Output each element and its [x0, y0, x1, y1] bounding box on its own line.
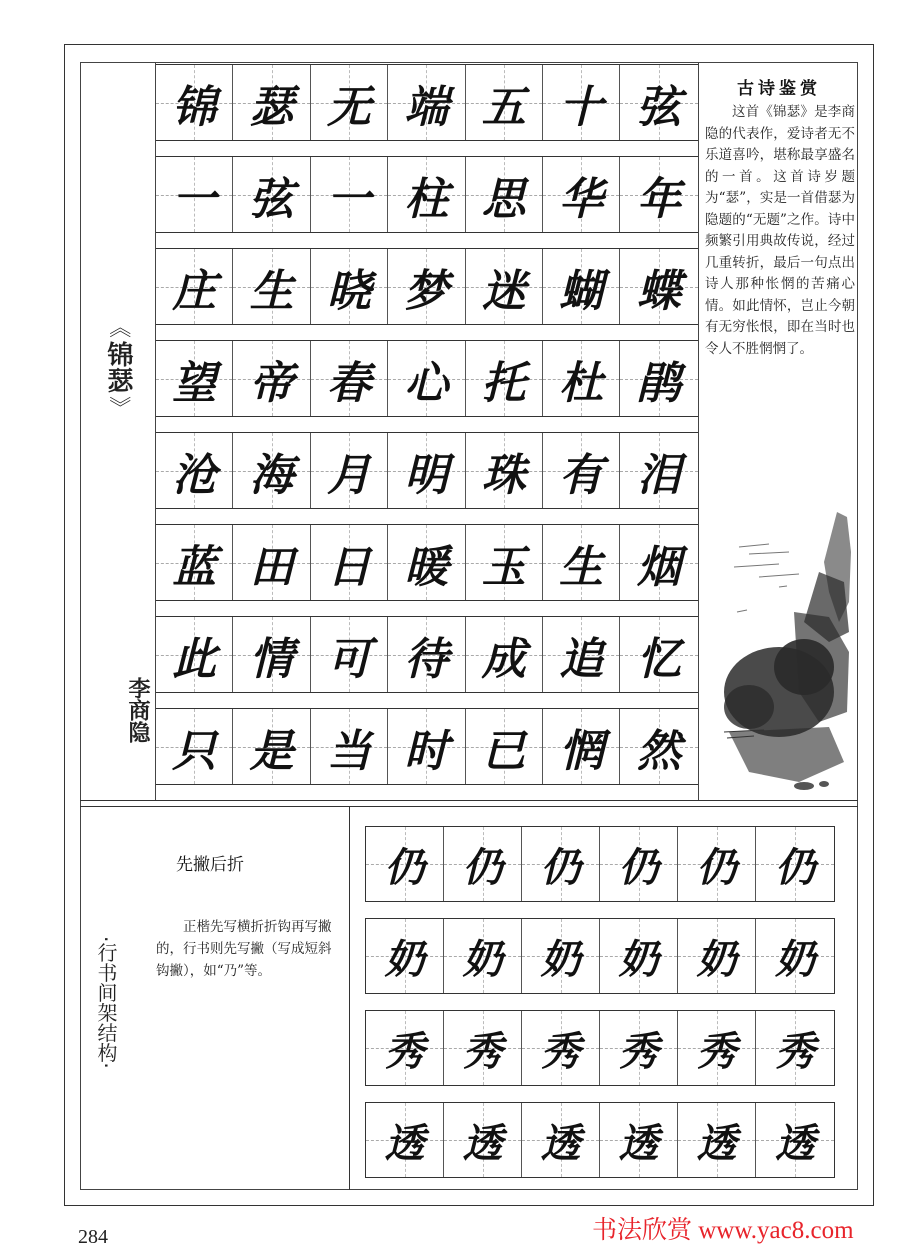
character-cell [620, 249, 697, 324]
practice-character: 透 [384, 1119, 425, 1167]
calligraphy-character: 无 [326, 81, 371, 133]
practice-character: 透 [618, 1119, 659, 1167]
character-cell [466, 433, 543, 508]
practice-character: 奶 [618, 935, 659, 983]
lesson-panel [80, 806, 350, 1190]
practice-cell [366, 1103, 444, 1177]
title-open-bracket: 《 [106, 315, 131, 338]
poem-title [98, 317, 138, 417]
calligraphy-character: 十 [559, 81, 604, 133]
character-cell [466, 709, 543, 784]
character-cell [620, 157, 697, 232]
practice-cell [366, 827, 444, 901]
character-cell [311, 617, 388, 692]
character-cell [233, 525, 310, 600]
character-cell [543, 157, 620, 232]
calligraphy-character: 惘 [559, 725, 604, 777]
calligraphy-character: 生 [249, 265, 294, 317]
practice-character: 奶 [462, 935, 503, 983]
character-cell [388, 525, 465, 600]
calligraphy-character: 晓 [326, 265, 371, 317]
practice-cell [756, 1011, 834, 1085]
practice-character: 仍 [384, 843, 425, 891]
practice-cell [522, 919, 600, 993]
section-divider [80, 800, 858, 801]
poem-row [156, 156, 698, 233]
character-cell [466, 65, 543, 140]
calligraphy-character: 春 [326, 357, 371, 409]
practice-cell [678, 1103, 756, 1177]
poem-title-text: 锦瑟 [103, 341, 133, 393]
calligraphy-character: 可 [326, 633, 371, 685]
poem-row [156, 248, 698, 325]
character-cell [466, 341, 543, 416]
character-cell [233, 157, 310, 232]
calligraphy-character: 只 [172, 725, 217, 777]
practice-cell [678, 919, 756, 993]
character-cell [233, 341, 310, 416]
character-cell [543, 341, 620, 416]
practice-cell [600, 919, 678, 993]
calligraphy-character: 是 [249, 725, 294, 777]
calligraphy-character: 一 [172, 173, 217, 225]
practice-cell [444, 827, 522, 901]
practice-cell [678, 1011, 756, 1085]
character-cell [156, 709, 233, 784]
calligraphy-character: 蝴 [559, 265, 604, 317]
calligraphy-character: 待 [404, 633, 449, 685]
character-cell [620, 433, 697, 508]
practice-cell [444, 1103, 522, 1177]
calligraphy-character: 追 [559, 633, 604, 685]
appreciation-text: 这首《锦瑟》是李商隐的代表作，爱诗者无不乐道喜吟，堪称最享盛名的一首。这首诗岁题为“瑟”，实是一首借瑟为隐题的“无题”之作。诗中频繁引用典故传说，经过几重转折，最后一句点出诗人那种怅惘的苦痛心情。如此情怀，岂止今朝有无穷怅恨，即在当时也令人不胜惘惘了。 [705, 104, 855, 357]
lesson-text: 正楷先写横折折钩再写撇的，行书则先写撇（写成短斜钩撇），如“乃”等。 [156, 919, 332, 979]
practice-cell [522, 1011, 600, 1085]
character-cell [543, 525, 620, 600]
calligraphy-character: 暖 [404, 541, 449, 593]
practice-character: 透 [540, 1119, 581, 1167]
character-cell [311, 157, 388, 232]
poem-row [156, 432, 698, 509]
practice-cell [756, 919, 834, 993]
practice-character: 奶 [540, 935, 581, 983]
character-cell [233, 433, 310, 508]
poem-row [156, 708, 698, 785]
character-cell [620, 525, 697, 600]
section-label [94, 936, 120, 1069]
calligraphy-character: 沧 [172, 449, 217, 501]
practice-character: 奶 [696, 935, 737, 983]
practice-cell [756, 1103, 834, 1177]
page-number: 284 [78, 1226, 108, 1248]
character-cell [388, 709, 465, 784]
calligraphy-character: 一 [326, 173, 371, 225]
practice-cell [444, 1011, 522, 1085]
character-cell [233, 65, 310, 140]
character-cell [156, 525, 233, 600]
character-cell [466, 525, 543, 600]
character-cell [543, 249, 620, 324]
practice-character: 透 [696, 1119, 737, 1167]
calligraphy-character: 时 [404, 725, 449, 777]
character-cell [388, 65, 465, 140]
practice-cell [366, 1011, 444, 1085]
calligraphy-character: 托 [481, 357, 526, 409]
character-cell [543, 709, 620, 784]
calligraphy-character: 蝶 [637, 265, 682, 317]
practice-row [365, 1010, 835, 1086]
poem-title-column [80, 62, 156, 800]
appreciation-panel [698, 62, 858, 800]
poem-row [156, 616, 698, 693]
practice-cell [600, 827, 678, 901]
character-cell [543, 433, 620, 508]
practice-character: 秀 [384, 1027, 425, 1075]
calligraphy-character: 烟 [637, 541, 682, 593]
appreciation-title: 古诗鉴赏 [737, 79, 821, 99]
practice-character: 秀 [540, 1027, 581, 1075]
character-cell [311, 249, 388, 324]
section-label-text: ·行书间架结构· [94, 936, 118, 1069]
character-cell [156, 617, 233, 692]
poem-author [124, 677, 152, 743]
practice-character: 秀 [618, 1027, 659, 1075]
practice-cell [444, 919, 522, 993]
character-cell [620, 709, 697, 784]
calligraphy-character: 泪 [637, 449, 682, 501]
character-cell [388, 617, 465, 692]
character-cell [156, 341, 233, 416]
calligraphy-character: 瑟 [249, 81, 294, 133]
calligraphy-character: 珠 [481, 449, 526, 501]
calligraphy-character: 迷 [481, 265, 526, 317]
practice-character: 秀 [462, 1027, 503, 1075]
calligraphy-character: 帝 [249, 357, 294, 409]
practice-character: 奶 [775, 935, 815, 983]
character-cell [311, 341, 388, 416]
character-cell [466, 157, 543, 232]
calligraphy-character: 年 [637, 173, 682, 225]
character-cell [311, 433, 388, 508]
calligraphy-character: 弦 [637, 81, 682, 133]
calligraphy-character: 鹃 [637, 357, 682, 409]
practice-cell [522, 1103, 600, 1177]
calligraphy-character: 海 [249, 449, 294, 501]
practice-character: 仍 [540, 843, 581, 891]
calligraphy-character: 望 [172, 357, 217, 409]
character-cell [388, 157, 465, 232]
calligraphy-character: 忆 [637, 633, 682, 685]
lesson-heading: 先撇后折 [176, 855, 244, 875]
calligraphy-character: 五 [481, 81, 526, 133]
practice-character: 仍 [462, 843, 503, 891]
calligraphy-character: 生 [559, 541, 604, 593]
practice-row [365, 826, 835, 902]
poem-author-text: 李商隐 [125, 677, 150, 743]
practice-row [365, 918, 835, 994]
practice-character: 仍 [696, 843, 737, 891]
calligraphy-character: 月 [326, 449, 371, 501]
poem-row [156, 340, 698, 417]
calligraphy-character: 成 [481, 633, 526, 685]
practice-character: 透 [462, 1119, 503, 1167]
character-cell [466, 617, 543, 692]
calligraphy-character: 弦 [249, 173, 294, 225]
calligraphy-character: 华 [559, 173, 604, 225]
poem-row [156, 524, 698, 601]
practice-cell [678, 827, 756, 901]
character-cell [543, 65, 620, 140]
character-cell [388, 341, 465, 416]
character-cell [388, 249, 465, 324]
calligraphy-character: 玉 [481, 541, 526, 593]
character-cell [388, 433, 465, 508]
practice-character: 透 [775, 1119, 815, 1167]
character-cell [233, 249, 310, 324]
character-cell [620, 65, 697, 140]
character-cell [620, 617, 697, 692]
character-cell [620, 341, 697, 416]
calligraphy-character: 锦 [172, 81, 217, 133]
calligraphy-character: 然 [637, 725, 682, 777]
calligraphy-character: 心 [404, 357, 449, 409]
poem-row [156, 64, 698, 141]
calligraphy-character: 梦 [404, 265, 449, 317]
calligraphy-character: 端 [404, 81, 449, 133]
calligraphy-character: 杜 [559, 357, 604, 409]
character-cell [311, 525, 388, 600]
calligraphy-character: 思 [481, 173, 526, 225]
character-cell [543, 617, 620, 692]
character-cell [233, 617, 310, 692]
calligraphy-character: 明 [404, 449, 449, 501]
character-cell [311, 709, 388, 784]
calligraphy-character: 当 [326, 725, 371, 777]
calligraphy-character: 此 [172, 633, 217, 685]
character-cell [311, 65, 388, 140]
character-cell [466, 249, 543, 324]
practice-cell [600, 1103, 678, 1177]
practice-cell [756, 827, 834, 901]
calligraphy-character: 有 [559, 449, 604, 501]
landscape-painting-icon [709, 492, 854, 797]
practice-character: 奶 [384, 935, 425, 983]
character-cell [156, 433, 233, 508]
character-cell [156, 65, 233, 140]
practice-cell [522, 827, 600, 901]
practice-cell [600, 1011, 678, 1085]
character-cell [233, 709, 310, 784]
practice-cell [366, 919, 444, 993]
calligraphy-character: 日 [326, 541, 371, 593]
calligraphy-character: 情 [249, 633, 294, 685]
calligraphy-character: 柱 [404, 173, 449, 225]
practice-character: 秀 [696, 1027, 737, 1075]
character-cell [156, 249, 233, 324]
title-close-bracket: 》 [106, 395, 131, 418]
calligraphy-character: 庄 [172, 265, 217, 317]
calligraphy-character: 田 [249, 541, 294, 593]
practice-row [365, 1102, 835, 1178]
character-cell [156, 157, 233, 232]
watermark: 书法欣赏 www.yac8.com [592, 1217, 854, 1244]
practice-character: 仍 [775, 843, 815, 891]
practice-character: 秀 [775, 1027, 815, 1075]
calligraphy-character: 已 [481, 725, 526, 777]
calligraphy-character: 蓝 [172, 541, 217, 593]
practice-character: 仍 [618, 843, 659, 891]
